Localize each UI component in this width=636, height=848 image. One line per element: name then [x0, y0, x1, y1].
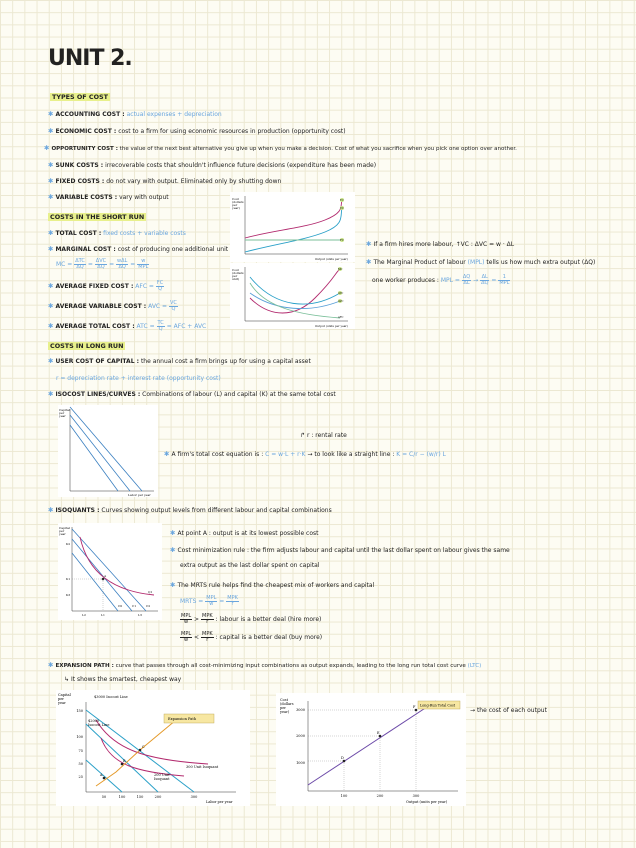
expansion-path-item: ✱ EXPANSION PATH : curve that passes through all cost-minimizing input combinations as output expands, leading to the long run total cost curve (LTC)	[48, 661, 482, 669]
svg-text:C: C	[142, 745, 145, 749]
star-icon: ✱	[170, 581, 176, 589]
user-cost-item: ✱ USER COST OF CAPITAL : the annual cost a firm brings up for using a capital asset	[48, 357, 311, 365]
svg-text:Labor per year: Labor per year	[206, 800, 233, 804]
mrts-note: ✱ The MRTS rule helps find the cheapest mix of workers and capital	[170, 581, 375, 589]
star-icon: ✱	[44, 144, 50, 152]
arrow-icon: ↳	[64, 676, 70, 683]
svg-text:year: year	[59, 532, 66, 536]
star-icon: ✱	[48, 127, 54, 135]
svg-text:100: 100	[118, 795, 126, 799]
svg-text:C1: C1	[132, 604, 137, 608]
svg-text:year): year)	[232, 206, 240, 210]
svg-text:per: per	[232, 203, 238, 207]
r-formula: r = depreciation rate + interest rate (opportunity cost)	[56, 375, 221, 382]
svg-text:300 Unit Isoquant: 300 Unit Isoquant	[186, 765, 219, 769]
cost-equation: ✱ A firm's total cost equation is : C = w·L + r·K → to look like a straight line : K = C/r − (w/r) L	[164, 450, 446, 458]
isoquant-curve	[80, 537, 154, 595]
svg-text:50: 50	[101, 795, 107, 799]
x-axis-label: Output (units per year)	[315, 257, 348, 261]
compare-labour: $\frac{\text{MPL}}{w}$ > $\frac{\text{MPK}}{r}$ : labour is a better deal (hire more)	[181, 613, 322, 625]
svg-text:L1: L1	[101, 613, 105, 617]
svg-text:200: 200	[376, 794, 384, 798]
star-icon: ✱	[366, 240, 372, 248]
svg-text:Q1: Q1	[148, 590, 153, 594]
svg-text:K3: K3	[66, 593, 71, 597]
svg-text:2000: 2000	[296, 734, 305, 738]
svg-text:C0: C0	[118, 604, 123, 608]
svg-text:MC: MC	[338, 268, 343, 271]
star-icon: ✱	[48, 229, 54, 237]
vc-curve	[245, 208, 342, 252]
avc-curve	[250, 293, 340, 309]
mrts-formula: MRTS = $\frac{\text{MPL}}{w}$ = $\frac{\text{MPK}}{r}$	[180, 595, 238, 607]
star-icon: ✱	[164, 450, 170, 458]
svg-text:Isocost Line: Isocost Line	[88, 723, 110, 727]
section-heading-long-run: COSTS IN LONG RUN	[50, 342, 124, 350]
list-item: ✱ SUNK COSTS : irrecoverable costs that shouldn't influence future decisions (expenditure has been made)	[48, 161, 377, 169]
svg-text:$3000 Isocost Line: $3000 Isocost Line	[94, 695, 128, 699]
svg-text:50: 50	[78, 762, 83, 766]
svg-text:year): year)	[280, 710, 290, 714]
isoquant-chart	[58, 523, 162, 620]
star-icon: ✱	[48, 661, 54, 669]
svg-text:A: A	[100, 773, 103, 777]
svg-text:300: 300	[412, 794, 420, 798]
svg-text:150: 150	[76, 709, 83, 713]
star-icon: ✱	[48, 110, 54, 118]
star-icon: ✱	[170, 529, 176, 537]
star-icon: ✱	[48, 245, 54, 253]
curved-arrow-icon: ↱	[300, 432, 306, 439]
svg-text:Isoquant: Isoquant	[154, 777, 170, 781]
svg-text:FC: FC	[340, 239, 344, 242]
svg-text:Long-Run Total Cost: Long-Run Total Cost	[420, 703, 456, 708]
svg-text:VC: VC	[340, 207, 344, 210]
ltc-line	[308, 701, 436, 785]
svg-text:year: year	[59, 414, 66, 418]
svg-text:150: 150	[136, 795, 144, 799]
note-mpl: ✱ The Marginal Product of labour (MPL) tells us how much extra output (ΔQ)	[366, 258, 596, 266]
svg-text:F: F	[413, 705, 416, 709]
tc-curve	[245, 200, 342, 238]
svg-text:1000: 1000	[296, 761, 305, 765]
rental-rate: ↱ r : rental rate	[300, 432, 347, 439]
star-icon: ✱	[170, 546, 176, 554]
isocost-chart	[58, 405, 158, 497]
list-item: ✱ VARIABLE COSTS : vary with output	[48, 193, 169, 201]
svg-text:Capital: Capital	[59, 526, 70, 530]
isocost-line	[70, 415, 130, 491]
mc-formula: MC = $\frac{\text{ΔTC}}{\Delta Q}$ = $\frac{\text{ΔVC}}{\Delta Q}$ = $\frac{\text{wΔL}}{\Delta Q}$ = $\frac{w}{\text{MPL}}$	[56, 258, 149, 270]
svg-text:TC: TC	[340, 199, 344, 202]
cost-min-rule: ✱ Cost minimization rule : the firm adjusts labour and capital until the last dollar spent on labour gives the same	[170, 546, 510, 554]
atc-item: ✱ AVERAGE TOTAL COST : ATC = $\frac{TC}{Q}$ = AFC + AVC	[48, 320, 207, 332]
svg-text:25: 25	[78, 775, 83, 779]
avc-item: ✱ AVERAGE VARIABLE COST : AVC = $\frac{VC}{Q}$	[48, 300, 177, 312]
svg-text:(dollars: (dollars	[280, 702, 294, 706]
svg-text:Cost: Cost	[280, 698, 288, 702]
svg-text:100: 100	[340, 794, 348, 798]
section-heading-types: TYPES OF COST	[52, 93, 108, 101]
long-run-total-cost-chart	[276, 693, 466, 806]
expansion-path-chart	[56, 690, 250, 806]
arrow-icon: →	[470, 707, 476, 714]
star-icon: ✱	[48, 322, 54, 330]
cost-min-rule-2: extra output as the last dollar spent on capital	[180, 562, 320, 569]
svg-text:unit): unit)	[232, 277, 240, 281]
svg-text:Output (units per year): Output (units per year)	[315, 324, 348, 328]
svg-text:per: per	[232, 274, 238, 278]
total-cost-item: ✱ TOTAL COST : fixed costs + variable costs	[48, 229, 186, 237]
star-icon: ✱	[48, 193, 54, 201]
note-hire-more: ✱ If a firm hires more labour, ↑VC : ΔVC = w · ΔL	[366, 240, 515, 248]
star-icon: ✱	[48, 177, 54, 185]
svg-text:Expansion Path: Expansion Path	[168, 717, 197, 721]
svg-text:L2: L2	[82, 613, 86, 617]
svg-text:75: 75	[78, 749, 83, 753]
svg-text:ATC: ATC	[338, 292, 344, 295]
star-icon: ✱	[48, 161, 54, 169]
y-axis-label	[231, 197, 244, 210]
svg-text:200 Unit: 200 Unit	[154, 773, 170, 777]
svg-text:AFC: AFC	[338, 316, 344, 319]
isoquants-item: ✱ ISOQUANTS : Curves showing output levels from different labour and capital combinations	[48, 506, 332, 514]
average-cost-chart	[230, 263, 355, 329]
star-icon: ✱	[48, 302, 54, 310]
page-title: UNIT 2.	[48, 46, 132, 71]
list-item: ✱ ECONOMIC COST : cost to a firm for using economic resources in production (opportunity cost)	[48, 127, 346, 135]
section-heading-short-run: COSTS IN THE SHORT RUN	[50, 213, 145, 221]
star-icon: ✱	[48, 506, 54, 514]
marginal-cost-item: ✱ MARGINAL COST : cost of producing one additional unit	[48, 245, 229, 253]
compare-capital: $\frac{\text{MPL}}{w}$ < $\frac{\text{MPK}}{r}$ : capital is a better deal (buy more)	[181, 631, 323, 643]
svg-text:K1: K1	[66, 577, 71, 581]
svg-text:$2000: $2000	[88, 719, 100, 723]
svg-text:per: per	[58, 697, 64, 701]
svg-text:per: per	[280, 706, 286, 710]
svg-text:Capital: Capital	[58, 693, 71, 697]
svg-text:C2: C2	[146, 604, 151, 608]
svg-text:100: 100	[76, 735, 83, 739]
svg-text:(dollars: (dollars	[232, 200, 244, 204]
svg-text:L3: L3	[138, 613, 142, 617]
svg-text:(dollars: (dollars	[232, 271, 244, 275]
svg-text:B: B	[123, 759, 126, 763]
svg-text:Cost: Cost	[232, 197, 239, 201]
svg-text:per: per	[59, 529, 65, 533]
svg-text:AVC: AVC	[338, 300, 344, 303]
svg-text:D: D	[341, 756, 344, 760]
isocost-item: ✱ ISOCOST LINES/CURVES : Combinations of labour (L) and capital (K) at the same total cost	[48, 390, 336, 398]
note-mpl-formula: one worker produces : MPL = $\frac{\Delta Q}{\Delta L}$ → $\frac{\Delta L}{\Delta Q}$ = $\frac{1}{\text{MPL}}$	[372, 274, 510, 286]
svg-text:3000: 3000	[296, 708, 305, 712]
total-cost-chart	[230, 192, 355, 262]
star-icon: ✱	[48, 357, 54, 365]
atc-curve	[250, 277, 340, 304]
svg-text:Capital: Capital	[59, 408, 70, 412]
svg-text:per: per	[59, 411, 65, 415]
star-icon: ✱	[48, 282, 54, 290]
ltc-note: → the cost of each output	[470, 707, 547, 714]
svg-text:Output (units per year): Output (units per year)	[406, 800, 448, 804]
isocost-line	[70, 407, 142, 491]
expansion-note: ↳ It shows the smartest, cheapest way	[64, 676, 182, 683]
star-icon: ✱	[366, 258, 372, 266]
svg-text:K2: K2	[66, 542, 71, 546]
svg-text:300: 300	[190, 795, 198, 799]
svg-text:A: A	[104, 574, 107, 578]
svg-text:year: year	[58, 701, 66, 705]
svg-text:E: E	[377, 731, 380, 735]
svg-text:200: 200	[154, 795, 162, 799]
svg-text:Cost: Cost	[232, 268, 239, 272]
point-a-note: ✱ At point A : output is at its lowest possible cost	[170, 529, 319, 537]
list-item: ✱ FIXED COSTS : do not vary with output. Eliminated only by shutting down	[48, 177, 282, 185]
svg-text:Labor per year: Labor per year	[128, 493, 151, 497]
list-item: ✱ ACCOUNTING COST : actual expenses + depreciation	[48, 110, 222, 118]
afc-item: ✱ AVERAGE FIXED COST : AFC = $\frac{FC}{Q}$	[48, 280, 164, 292]
star-icon: ✱	[48, 390, 54, 398]
list-item: ✱ OPPORTUNITY COST : the value of the next best alternative you give up when you make a decision. Cost of what you sacrifice when you pick one option over another.	[44, 144, 517, 152]
